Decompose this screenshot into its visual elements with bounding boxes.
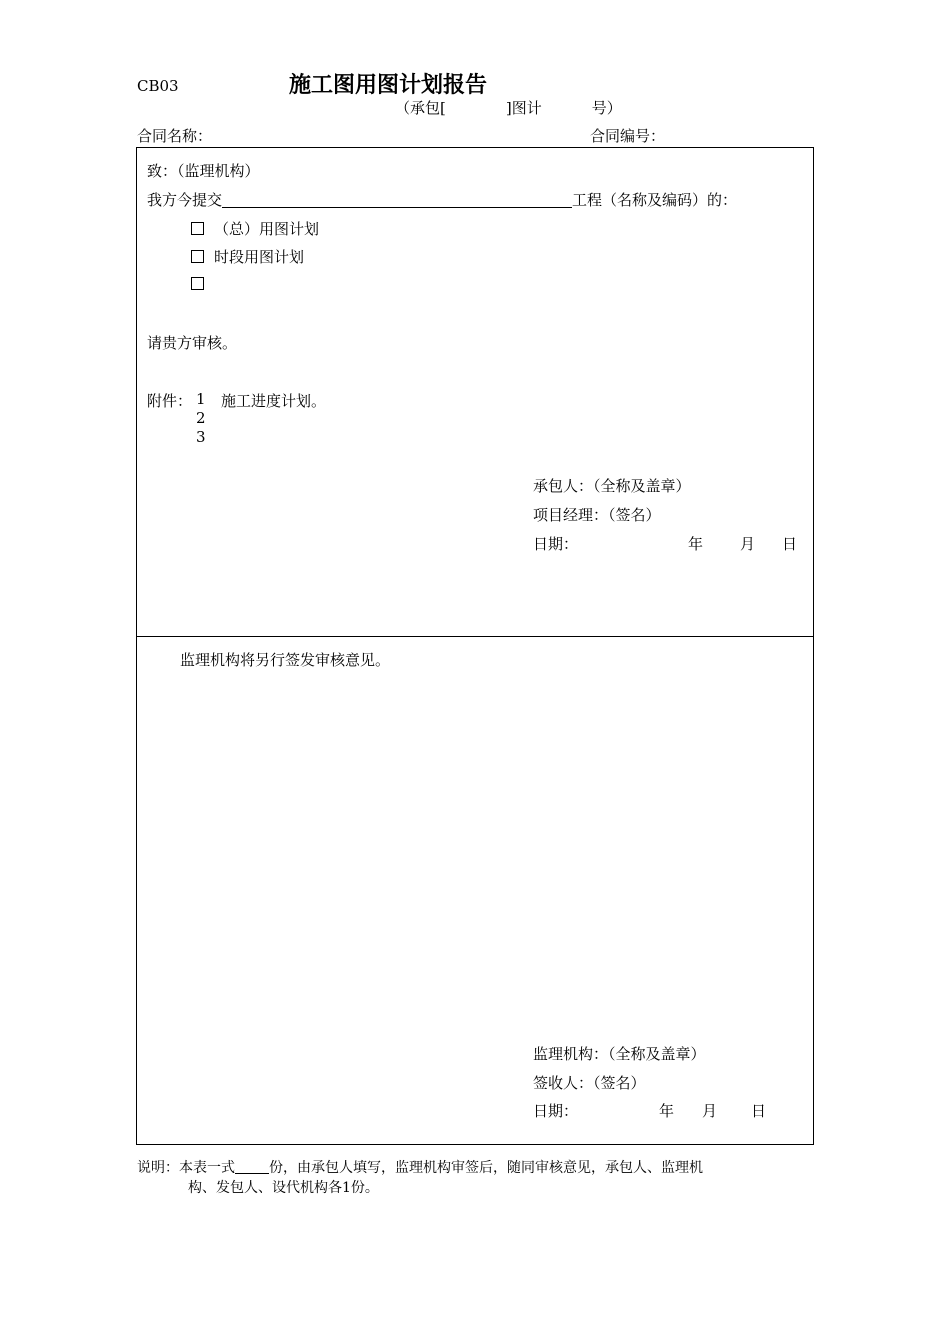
project-name-blank[interactable] bbox=[222, 193, 572, 208]
copies-blank[interactable] bbox=[235, 1161, 269, 1174]
option-total-plan[interactable] bbox=[191, 218, 319, 239]
attachments-label: 附件： bbox=[147, 392, 193, 410]
submit-line bbox=[147, 189, 737, 210]
attachment-no: 2 bbox=[196, 409, 206, 427]
contractor-label: 承包人：（全称及盖章） bbox=[533, 477, 691, 495]
checkbox[interactable] bbox=[191, 250, 204, 263]
footnote bbox=[137, 1158, 817, 1198]
report-number-line bbox=[395, 97, 622, 118]
month-label: 月 bbox=[740, 535, 756, 553]
submit-prefix: 我方今提交 bbox=[147, 191, 223, 209]
contract-number-label: 合同编号： bbox=[590, 127, 666, 145]
year-label: 年 bbox=[688, 535, 704, 553]
request-text: 请贵方审核。 bbox=[147, 334, 238, 352]
attachment-text: 施工进度计划。 bbox=[221, 392, 327, 410]
submit-suffix: 工程（名称及编码）的： bbox=[572, 191, 738, 209]
checkbox[interactable] bbox=[191, 222, 204, 235]
date-label: 日期： bbox=[533, 535, 579, 553]
receiver-label: 签收人：（签名） bbox=[533, 1074, 646, 1092]
report-number-mid: ]图计 bbox=[505, 99, 542, 117]
date-label: 日期： bbox=[533, 1102, 579, 1120]
footnote-part3: 构、发包人、设代机构各1份。 bbox=[188, 1180, 379, 1196]
to-line: 致：（监理机构） bbox=[147, 162, 260, 180]
day-label: 日 bbox=[751, 1102, 767, 1120]
footnote-part1: 说明：本表一式 bbox=[137, 1160, 235, 1176]
contract-name-label: 合同名称： bbox=[137, 127, 213, 145]
footnote-part2: 份，由承包人填写，监理机构审签后，随同审核意见，承包人、监理机 bbox=[269, 1160, 703, 1176]
section-divider bbox=[137, 636, 813, 637]
month-label: 月 bbox=[702, 1102, 718, 1120]
attachment-no: 1 bbox=[196, 390, 206, 408]
option-label: （总）用图计划 bbox=[214, 220, 320, 238]
report-number-open: （承包[ bbox=[395, 99, 446, 117]
opinion-text: 监理机构将另行签发审核意见。 bbox=[180, 651, 391, 669]
attachment-no: 3 bbox=[196, 428, 206, 446]
form-table bbox=[136, 147, 814, 1145]
project-manager-label: 项目经理：（签名） bbox=[533, 506, 661, 524]
form-code: CB03 bbox=[137, 77, 179, 95]
day-label: 日 bbox=[782, 535, 798, 553]
year-label: 年 bbox=[659, 1102, 675, 1120]
option-other[interactable] bbox=[191, 275, 214, 293]
checkbox[interactable] bbox=[191, 277, 204, 290]
option-label: 时段用图计划 bbox=[214, 248, 305, 266]
page-title: 施工图用图计划报告 bbox=[289, 73, 488, 98]
report-number-close: 号） bbox=[591, 99, 622, 117]
option-period-plan[interactable] bbox=[191, 246, 304, 267]
supervisor-label: 监理机构：（全称及盖章） bbox=[533, 1045, 706, 1063]
